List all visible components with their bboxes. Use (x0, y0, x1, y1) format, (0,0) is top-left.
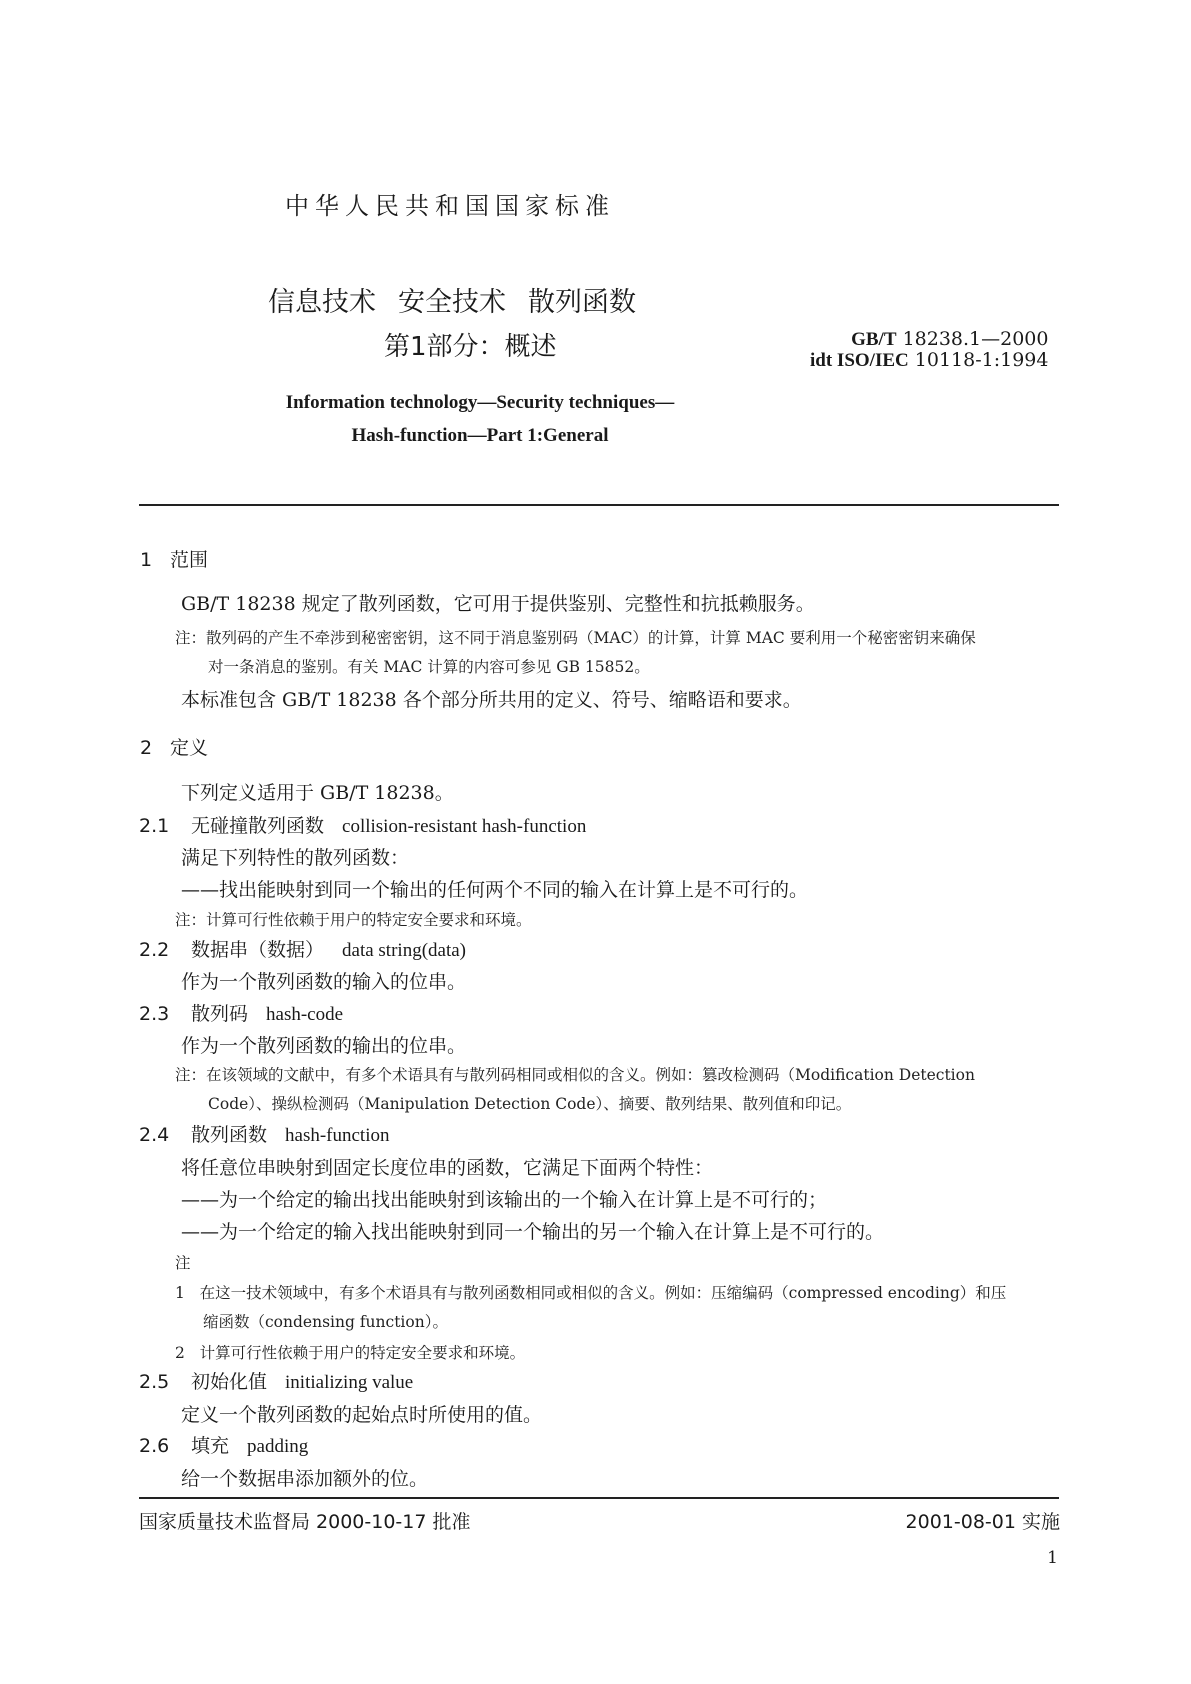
english-title-line-2: Hash-function—Part 1:General (351, 425, 609, 446)
definition-2-3-heading: 2.3 散列码 hash-code (139, 1003, 344, 1025)
section-1-note-line-2: 对一条消息的鉴别。有关 MAC 计算的内容可参见 GB 15852。 (208, 658, 650, 676)
definition-2-4-line-2: ——为一个给定的输出找出能映射到该输出的一个输入在计算上是不可行的； (181, 1189, 828, 1211)
definition-2-1-note: 注：计算可行性依赖于用户的特定安全要求和环境。 (175, 911, 532, 929)
definition-2-4-line-1: 将任意位串映射到固定长度位串的函数，它满足下面两个特性： (181, 1157, 714, 1179)
definition-2-4-note-label: 注 (175, 1254, 191, 1272)
idt-number: idt ISO/IEC 10118-1:1994 (810, 349, 1049, 371)
definition-2-3-note-line-1: 注：在该领域的文献中，有多个术语具有与散列码相同或相似的含义。例如：篡改检测码（Modification Detection (175, 1066, 975, 1084)
footer-divider (139, 1497, 1059, 1499)
definition-2-1-line-2: ——找出能映射到同一个输出的任何两个不同的输入在计算上是不可行的。 (181, 879, 809, 901)
national-standard-heading: 中华人民共和国国家标准 (285, 192, 615, 220)
section-1-note-line-1: 注：散列码的产生不牵涉到秘密密钥，这不同于消息鉴别码（MAC）的计算，计算 MAC 要利用一个秘密密钥来确保 (175, 629, 976, 647)
standard-number-block (810, 329, 1049, 371)
section-1-paragraph-1: GB/T 18238 规定了散列函数，它可用于提供鉴别、完整性和抗抵赖服务。 (181, 593, 815, 615)
title-part-2: 安全技术 (398, 287, 506, 318)
definition-2-4-heading: 2.4 散列函数 hash-function (139, 1124, 390, 1146)
definition-2-3-line-1: 作为一个散列函数的输出的位串。 (181, 1035, 467, 1057)
definition-2-4-note-1-line-1: 1 在这一技术领域中，有多个术语具有与散列函数相同或相似的含义。例如：压缩编码（compressed encoding）和压 (175, 1284, 1007, 1302)
definition-2-6-heading: 2.6 填充 padding (139, 1435, 309, 1457)
definition-2-2-heading: 2.2 数据串（数据） data string(data) (139, 939, 466, 961)
section-2-intro: 下列定义适用于 GB/T 18238。 (181, 782, 454, 804)
english-title-line-1: Information technology—Security techniques— (285, 392, 675, 413)
definition-2-3-note-line-2: Code）、操纵检测码（Manipulation Detection Code）、摘要、散列结果、散列值和印记。 (208, 1095, 852, 1113)
section-1-paragraph-2: 本标准包含 GB/T 18238 各个部分所共用的定义、符号、缩略语和要求。 (181, 689, 802, 711)
title-part-1: 信息技术 (268, 287, 376, 318)
standard-number: GB/T 18238.1—2000 (851, 328, 1049, 350)
definition-2-2-line-1: 作为一个散列函数的输入的位串。 (181, 971, 467, 993)
section-2-heading: 2 定义 (140, 737, 209, 759)
definition-2-4-note-2: 2 计算可行性依赖于用户的特定安全要求和环境。 (175, 1344, 526, 1362)
definition-2-6-line-1: 给一个数据串添加额外的位。 (181, 1468, 429, 1490)
definition-2-5-heading: 2.5 初始化值 initializing value (139, 1371, 414, 1393)
definition-2-1-line-1: 满足下列特性的散列函数： (181, 847, 410, 869)
header-divider (139, 504, 1059, 506)
document-subtitle: 第1部分：概述 (384, 332, 557, 362)
definition-2-4-note-1-line-2: 缩函数（condensing function）。 (203, 1313, 448, 1331)
document-title (268, 280, 636, 319)
definition-2-1-heading: 2.1 无碰撞散列函数 collision-resistant hash-function (139, 815, 587, 837)
title-part-3: 散列函数 (528, 287, 636, 318)
definition-2-4-line-3: ——为一个给定的输入找出能映射到同一个输出的另一个输入在计算上是不可行的。 (181, 1221, 885, 1243)
definition-2-5-line-1: 定义一个散列函数的起始点时所使用的值。 (181, 1404, 543, 1426)
effective-date: 2001-08-01 实施 (905, 1511, 1060, 1533)
section-1-heading: 1 范围 (140, 549, 209, 571)
approval-date: 国家质量技术监督局 2000-10-17 批准 (139, 1511, 471, 1533)
page-number: 1 (1047, 1548, 1058, 1568)
